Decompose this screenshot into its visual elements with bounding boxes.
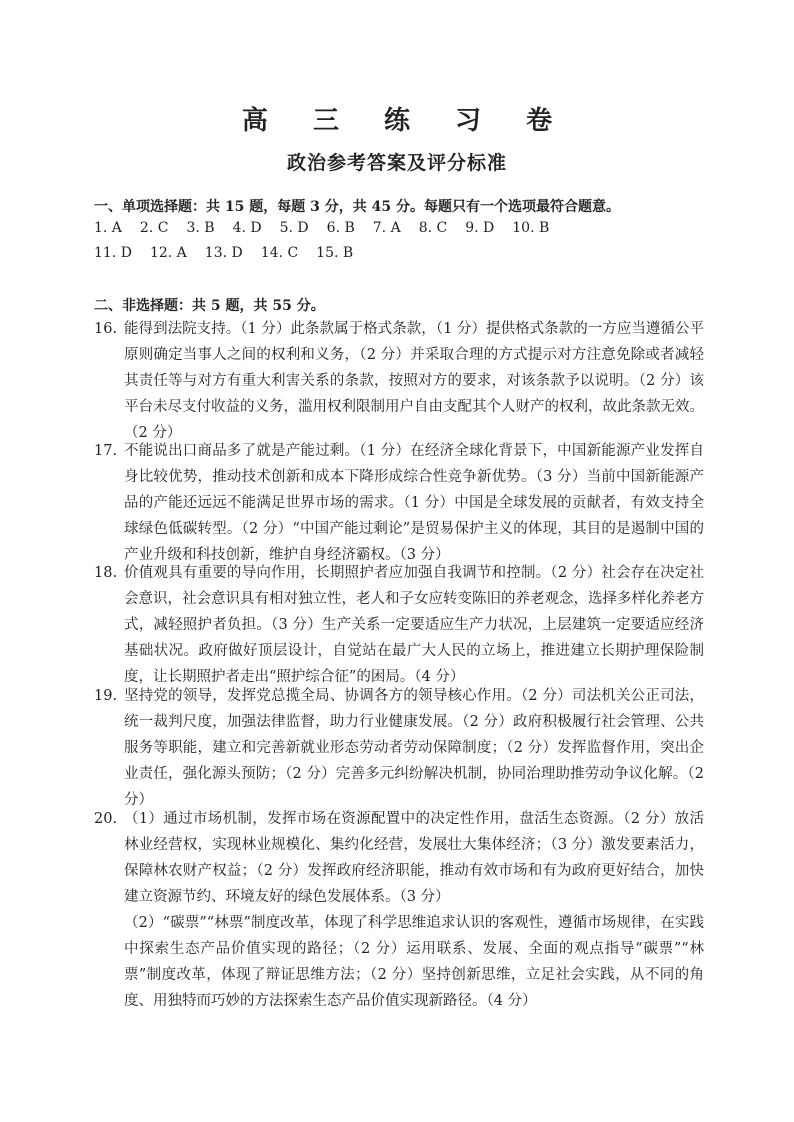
mc-answer-row-2 [94, 245, 371, 261]
question-answer [124, 806, 704, 1014]
mc-answer: 7. A [372, 220, 401, 236]
question-number: 19. [94, 688, 118, 704]
mc-answer: 2. C [139, 220, 169, 236]
question-18 [94, 560, 704, 690]
document-title: 高 三 练 习 卷 [241, 106, 571, 136]
mc-answer: 6. B [326, 220, 355, 236]
mc-answer: 13. D [204, 245, 243, 261]
mc-answer: 12. A [149, 245, 187, 261]
question-number: 17. [94, 443, 118, 459]
question-number: 16. [94, 321, 118, 337]
document-subtitle: 政治参考答案及评分标准 [286, 152, 507, 174]
section1-heading: 一、单项选择题：共 15 题，每题 3 分，共 45 分。每题只有一个选项最符合题意。 [94, 199, 620, 215]
question-number: 20. [94, 811, 118, 827]
mc-answer: 10. B [512, 220, 550, 236]
question-answer: 坚持党的领导，发挥党总揽全局、协调各方的领导核心作用。（2 分）司法机关公正司法，统一裁判尺度，加强法律监督，助力行业健康发展。（2 分）政府积极履行社会管理、公共服务等职能，建立和完善新就业形态劳动者劳动保障制度；（2 分）发挥监督作用，突出企业责任，强化源头预防；（2 分）完善多元纠纷解决机制，协同治理助推劳动争议化解。（2 分） [124, 688, 704, 808]
question-16 [94, 316, 704, 446]
question-answer: 能得到法院支持。（1 分）此条款属于格式条款，（1 分）提供格式条款的一方应当遵循公平原则确定当事人之间的权利和义务，（2 分）并采取合理的方式提示对方注意免除或者减轻其责任等与对方有重大利害关系的条款，按照对方的要求，对该条款予以说明。（2 分）该平台未尽支付收益的义务，滥用权利限制用户自由支配其个人财产的权利，故此条款无效。（2 分） [124, 321, 704, 441]
question-20 [94, 806, 704, 1014]
sub-answer-1: （1）通过市场机制，发挥市场在资源配置中的决定性作用，盘活生态资源。（2 分）放活林业经营权，实现林业规模化、集约化经营，发展壮大集体经济；（3 分）激发要素活力，保障林农财产权益；（2 分）发挥政府经济职能，推动有效市场和有为政府更好结合，加快建立资源节约、环境友好的绿色发展体系。（3 分） [124, 811, 704, 905]
question-answer: 不能说出口商品多了就是产能过剩。（1 分）在经济全球化背景下，中国新能源产业发挥自身比较优势，推动技术创新和成本下降形成综合性竞争新优势。（3 分）当前中国新能源产品的产能还远远不能满足世界市场的需求。（1 分）中国是全球发展的贡献者，有效支持全球绿色低碳转型。（2 分）“中国产能过剩论”是贸易保护主义的体现，其目的是遏制中国的产业升级和科技创新，维护自身经济霸权。（3 分） [124, 443, 704, 563]
question-answer: 价值观具有重要的导向作用，长期照护者应加强自我调节和控制。（2 分）社会存在决定社会意识，社会意识具有相对独立性，老人和子女应转变陈旧的养老观念，选择多样化养老方式，减轻照护者负担。（3 分）生产关系一定要适应生产力状况，上层建筑一定要适应经济基础状况。政府做好顶层设计，自觉站在最广大人民的立场上，推进建立长期护理保险制度，让长期照护者走出“照护综合征”的困局。（4 分） [124, 565, 704, 685]
mc-answer: 1. A [94, 220, 122, 236]
mc-answer: 9. D [465, 220, 495, 236]
question-17 [94, 438, 704, 568]
mc-answer: 4. D [232, 220, 262, 236]
mc-answer: 14. C [260, 245, 299, 261]
sub-answer-2: （2）“碳票”“林票”制度改革，体现了科学思维追求认识的客观性，遵循市场规律，在实践中探索生态产品价值实现的路径；（2 分）运用联系、发展、全面的观点指导“碳票”“林票”制度改革，体现了辩证思维方法；（2 分）坚持创新思维，立足社会实践，从不同的角度、用独特而巧妙的方法探索生态产品价值实现新路径。（4 分） [124, 915, 704, 1009]
mc-answer: 3. B [186, 220, 215, 236]
question-19 [94, 683, 704, 813]
mc-answer: 5. D [279, 220, 309, 236]
mc-answer: 11. D [94, 245, 132, 261]
section2-heading: 二、非选择题：共 5 题，共 55 分。 [94, 298, 325, 314]
mc-answer-row-1 [94, 220, 567, 236]
question-number: 18. [94, 565, 118, 581]
mc-answer: 15. B [316, 245, 354, 261]
mc-answer: 8. C [418, 220, 448, 236]
